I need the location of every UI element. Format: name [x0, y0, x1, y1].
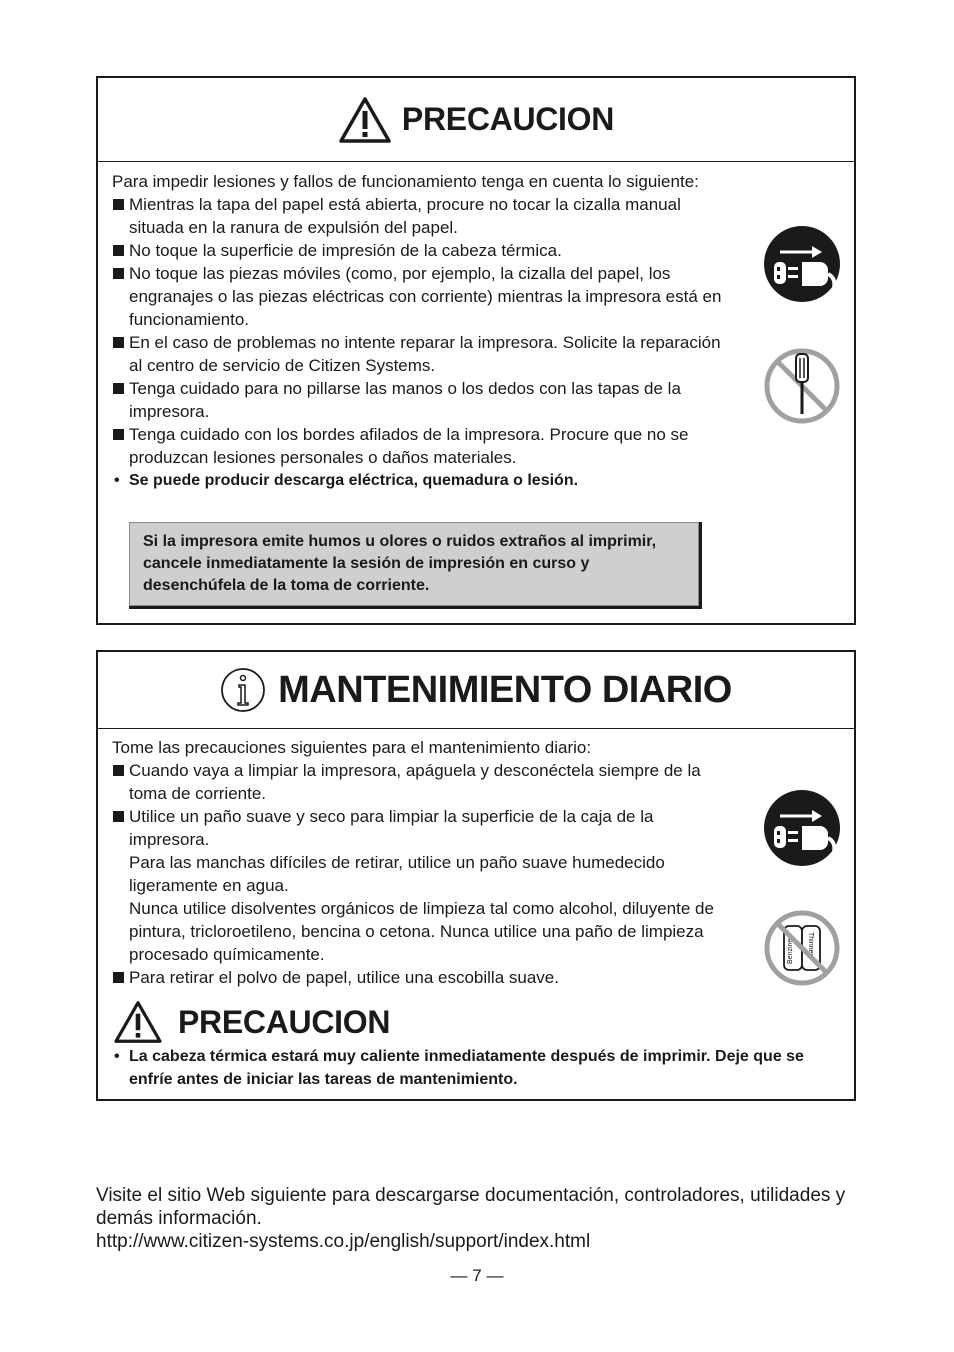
caution-body	[112, 170, 734, 492]
maintenance-caution-bullet: • La cabeza térmica estará muy caliente inmediatamente después de imprimir. Deje que se enfríe antes de iniciar las tareas de mantenimiento.	[114, 1048, 804, 1088]
list-item: Tenga cuidado para no pillarse las manos o los dedos con las tapas de la impresora.	[112, 377, 734, 423]
caution-bullet: • Se puede producir descarga eléctrica, quemadura o lesión.	[114, 472, 579, 489]
maintenance-body	[112, 736, 734, 989]
caution-header	[98, 78, 854, 162]
can-label: Benzine	[787, 938, 794, 964]
support-url-link[interactable]: http://www.citizen-systems.co.jp/english/support/index.html	[96, 1231, 591, 1252]
unplug-icon	[762, 788, 842, 868]
maintenance-caution-title: PRECAUCION	[178, 1003, 391, 1040]
maintenance-intro: Tome las precauciones siguientes para el mantenimiento diario:	[112, 738, 592, 757]
list-item: Cuando vaya a limpiar la impresora, apáguela y desconéctela siempre de la toma de corriente.	[112, 759, 734, 805]
list-item: Tenga cuidado con los bordes afilados de la impresora. Procure que no se produzcan lesiones personales o daños materiales.	[112, 423, 734, 469]
list-item: Mientras la tapa del papel está abierta, procure no tocar la cizalla manual situada en la ranura de expulsión del papel.	[112, 193, 734, 239]
maintenance-caution-heading	[112, 1000, 390, 1044]
warning-box: Si la impresora emite humos u olores o ruidos extraños al imprimir, cancele inmediatamente la sesión de impresión en curso y desenchúfela de la toma de corriente.	[129, 522, 702, 609]
maintenance-title: MANTENIMIENTO DIARIO	[278, 668, 732, 711]
warning-triangle-icon	[338, 96, 392, 144]
no-disassembly-icon	[762, 346, 842, 426]
warning-triangle-icon	[112, 1000, 164, 1044]
no-solvents-icon	[762, 908, 842, 988]
list-item: No toque las piezas móviles (como, por ejemplo, la cizalla del papel, los engranajes o las piezas eléctricas con corriente) mientras la impresora está en funcionamiento.	[112, 262, 734, 331]
list-item: No toque la superficie de impresión de la cabeza térmica.	[112, 239, 734, 262]
list-item: En el caso de problemas no intente reparar la impresora. Solicite la reparación al centro de servicio de Citizen Systems.	[112, 331, 734, 377]
footer-text: Visite el sitio Web siguiente para descargarse documentación, controladores, utilidades y demás información.	[96, 1185, 846, 1229]
info-icon	[220, 667, 266, 713]
list-item-continuation: Para las manchas difíciles de retirar, utilice un paño suave humedecido ligeramente en agua.	[129, 853, 665, 895]
maintenance-panel	[96, 650, 856, 1101]
list-item: Para retirar el polvo de papel, utilice una escobilla suave.	[112, 966, 734, 989]
footer	[96, 1184, 896, 1253]
list-item-continuation: Nunca utilice disolventes orgánicos de limpieza tal como alcohol, diluyente de pintura, tricloroetileno, bencina o cetona. Nunca utilice una paño de limpieza procesado químicamente.	[129, 899, 714, 964]
can-label: Thinner	[807, 932, 814, 956]
caution-panel	[96, 76, 856, 625]
list-item: Utilice un paño suave y seco para limpiar la superficie de la caja de la impresora.	[112, 805, 734, 851]
caution-intro: Para impedir lesiones y fallos de funcionamiento tenga en cuenta lo siguiente:	[112, 172, 699, 191]
caution-title: PRECAUCION	[401, 101, 615, 137]
page-number: — 7 —	[450, 1266, 504, 1285]
maintenance-header	[98, 652, 854, 729]
unplug-icon	[762, 224, 842, 304]
